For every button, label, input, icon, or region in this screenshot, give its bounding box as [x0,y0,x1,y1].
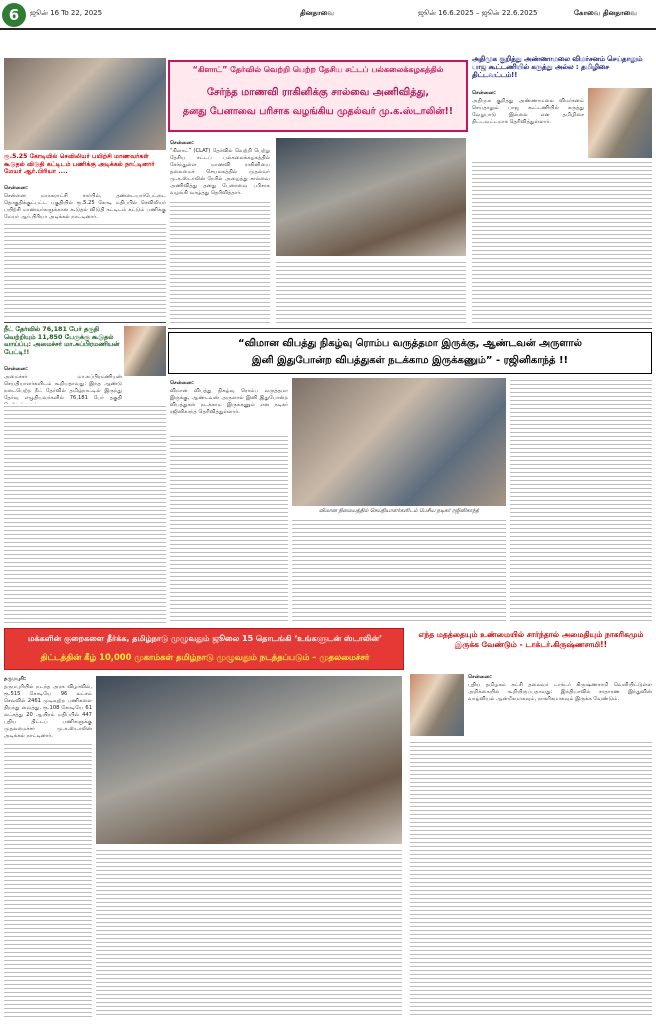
story-bottom-body: தருமபுரியில் நடந்த அரசு விழாவில், ரூ.515 கோடியே 96 லட்சம் செலவில் 2461 முடிவுற்ற பணிகளை திறந்து வைத்து, ரூ.108 கோடியே 61 லட்சத்து 20 ஆயிரம் மதிப்பில் 447 புதிய திட்டப் பணிகளுக்கு முதலமைச்சர் மு.க.ஸ்டாலின் அடிக்கல் நாட்டினார். [4,684,92,739]
header-publisher: கோவை தினதாவை [574,9,637,17]
story-center-headline-2: சேர்ந்த மாணவி ராகினிக்கு சால்வை அணிவித்து, [206,87,430,98]
story-left-headline: ரூ.5.25 கோடியில் செவிலியர் பயிற்சி மாணவர்கள் கூடுதல் விடுதி கட்டிடம் பணிக்கு அடிக்கல் நாட்டினார் மேயர் ஆர்.பிரியா .... [4,153,155,175]
story-left-body-continuation [4,222,166,320]
story-bottom-headline-2: திட்டத்தின் கீழ் 10,000 முகாம்கள் தமிழ்நாடு முழுவதும் நடத்தப்படும் – முதலமைச்சர் [40,652,370,662]
story-neet-continuation [4,404,166,626]
story-rajini-dateline: சென்னை: [170,380,194,386]
story-bottom-lower-text [96,848,402,1018]
story-rajini-continuation [170,434,288,622]
story-bottom-continuation [4,742,92,1018]
story-rajini-headline-1: “விமான விபத்து நிகழ்வு ரொம்ப வருத்தமா இருக்கு, ஆண்டவன் அருளால் [238,338,582,349]
story-bottom-dateline: தருமபுரி: [4,676,27,682]
story-krishnasamy-body: புதிய தமிழகம் கட்சி தலைவர் டாக்டர் கிருஷ்ணசாமி வெளியிட்டுள்ள அறிக்கையில் கூறியிருப்பதாவது: இந்தியாவில் சாதாரண இந்துவின் வாழ்வியல் ஆன்மீகமாகவும், நாகரிகமாகவும் இருக்க வேண்டும். [468,682,652,702]
header-date-range: ஜூன் 16.6.2025 – ஜூன் 22.6.2025 [418,9,538,17]
story-rajini-body: விமான விபத்து நிகழ்வு ரொம்ப வருத்தமா இருக்கு, ஆண்டவன் அருளால் இனி இதுபோன்ற விபத்துகள் நடக்காம இருக்கணும் என நடிகர் ரஜினிகாந்த் தெரிவித்துள்ளார். [170,388,288,415]
divider [4,322,166,323]
chief-minister-event-photo [96,676,402,844]
krishnasamy-photo [410,674,464,736]
story-rajini-headline-box [168,332,652,374]
story-krishnasamy-dateline: சென்னை: [468,674,492,680]
story-left-dateline: சென்னை: [4,185,28,191]
header-date-left: ஜூன் 16 To 22, 2025 [30,9,103,17]
story-center-headline-1: “கிளாட்” தேர்வில் வெற்றி பெற்ற தேசிய சட்டப் பல்கலைக்கழகத்தில் [192,65,444,74]
story-left-body: சென்னை மாநகராட்சி சார்பில், தண்டையார்பேட்டை தொகுதிக்குட்பட்ட பகுதியில் ரூ.5.25 கோடி மதிப்பில் செவிலியர் பயிற்சி மாணவர்களுக்கான கூடுதல் விடுதி கட்டிடம் கட்டும் பணிக்கு மேயர் ஆர்.பிரியா அடிக்கல் நாட்டினார். [4,193,166,220]
story-neet-dateline: சென்னை: [4,366,28,372]
story-center-dateline: சென்னை: [170,140,194,146]
divider [168,328,652,329]
story-krishnasamy-continuation [410,740,652,1018]
page-number: 6 [2,3,26,27]
story-bottom-headline-box [4,628,404,670]
story-neet-body: அமைச்சர் மா.சுப்பிரமணியன் செய்தியாளர்களிடம் கூறியதாவது: இந்த ஆண்டு நடைபெற்ற நீட் தேர்வில் தமிழ்நாட்டில் இருந்து தேர்வு எழுதியவர்களில் 76,181 பேர் தகுதி [4,374,122,401]
story-right-continuation [472,160,652,324]
story-right-body: அதிமுக குறித்து அண்ணாமலை விமர்சனம் செய்தாலும் பாஜ கூட்டணியில் கருத்து வேறுபாடு இல்லை என தமிழிசை திட்டவட்டமாக தெரிவித்துள்ளார். [472,98,584,125]
story-center-headline-3: தனது பேனாவை பரிசாக வழங்கிய முதல்வர் மு.க.ஸ்டாலின்!! [182,106,454,117]
mayor-ceremony-photo [4,58,166,150]
story-right-dateline: சென்னை: [472,90,496,96]
chief-minister-student-photo [276,138,466,256]
header-paper-name: தினதாவை [300,9,335,17]
minister-photo [124,326,166,376]
story-center-continuation [170,200,270,324]
tamilisai-photo [588,88,652,158]
story-rajini-headline-2: இனி இதுபோன்ற விபத்துகள் நடக்காம இருக்கணும்” - ரஜினிகாந்த் !! [251,355,569,366]
rajinikanth-press-photo [292,378,506,506]
story-right-headline: அதிமுக குறித்து அண்ணாமலை விமர்சனம் செய்தாலும் பாஜ கூட்டணியில் கருத்து அல்ல : தமிழிசை திட்டவட்டம்!! [472,55,643,79]
story-center-body: “கிளாட்” (CLAT) தேர்வில் வெற்றி பெற்று தேசிய சட்டப் பல்கலைக்கழகத்தில் சேர்ந்துள்ள மாணவி ராகினியை தலைமைச் செயலகத்தில் முதல்வர் மு.க.ஸ்டாலின் நேரில் அழைத்து சால்வை அணிவித்து தனது பேனாவை பரிசாக வழங்கி வாழ்த்து தெரிவித்தார். [170,148,270,196]
story-rajini-lower-text [292,518,506,622]
story-rajini-right-column [510,378,652,622]
page-header [0,0,656,30]
story-center-lower-text [276,260,466,324]
story-krishnasamy-headline: எந்த மதத்தையும் உண்மையில் சார்ந்தால் அமைதியும் நாகரிகமும் இருக்க வேண்டும் - டாக்டர்.கிருஷ்ணசாமி!! [418,630,644,649]
story-bottom-headline-1: மக்களின் குறைகளை தீர்க்க, தமிழ்நாடு முழுவதும் ஜூலை 15 தொடங்கி ‘உங்களுடன் ஸ்டாலின்’ [27,634,382,643]
story-rajini-caption: விமான நிலையத்தில் செய்தியாளர்களிடம் பேசிய நடிகர் ரஜினிகாந்த் [319,508,479,514]
story-neet-headline: நீட் தேர்வில் 76,181 பேர் தகுதி வெற்றியும் 11,850 பேருக்கு கூடுதல் வாய்ப்பு: அமைச்சர் மா.சுப்பிரமணியன் பேட்டி!! [4,325,120,356]
story-center-headline-box [168,60,468,132]
